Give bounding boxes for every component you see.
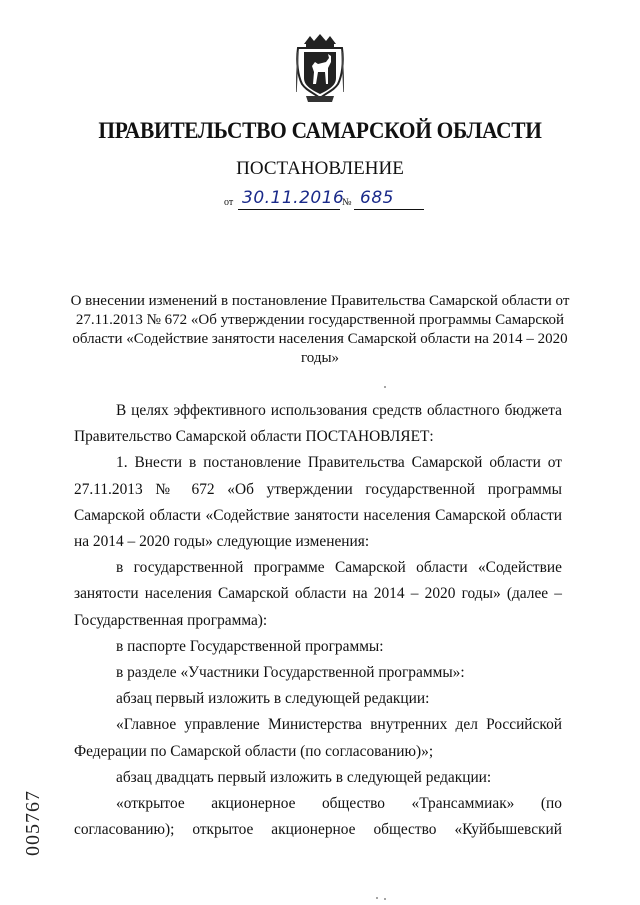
- body-paragraph: в государственной программе Самарской области «Содействие занятости населения Самарской области на 2014 – 2020 годы» (далее – Государственная программа):: [74, 559, 562, 629]
- body-paragraph: в паспорте Государственной программы:: [116, 637, 384, 655]
- body-paragraph: «открытое акционерное общество «Трансаммиак» (по согласованию); открытое акционерное общество «Куйбышевский: [74, 795, 562, 839]
- scan-speck: [376, 897, 378, 899]
- number-prefix: №: [342, 197, 352, 208]
- document-type: ПОСТАНОВЛЕНИЕ: [236, 158, 404, 179]
- number-underline: [354, 209, 424, 210]
- date-prefix: от: [224, 197, 234, 208]
- government-title: ПРАВИТЕЛЬСТВО САМАРСКОЙ ОБЛАСТИ: [98, 118, 542, 143]
- date-underline: [238, 209, 340, 210]
- samara-coat-of-arms-icon: [296, 32, 344, 106]
- date-number-line: [224, 190, 444, 214]
- body-paragraph: 1. Внести в постановление Правительства Самарской области от 27.11.2013 № 672 «Об утверждении государственной программы Самарской области «Содействие занятости населения Самарской области на 2014 – 2020 годы» следующие изменения:: [74, 454, 562, 551]
- body-paragraph: в разделе «Участники Государственной программы»:: [116, 664, 465, 682]
- document-body: [74, 398, 562, 843]
- scan-speck: [384, 898, 386, 900]
- handwritten-number: 685: [360, 188, 394, 208]
- body-paragraph: абзац двадцать первый изложить в следующей редакции:: [116, 768, 492, 786]
- body-paragraph: абзац первый изложить в следующей редакции:: [116, 690, 430, 708]
- document-subject: О внесении изменений в постановление Правительства Самарской области от 27.11.2013 № 672 «Об утверждении государственной программы Самарской области «Содействие занятости населения Самарской области на 2014 – 2020 годы»: [70, 293, 570, 366]
- body-paragraph: В целях эффективного использования средств областного бюджета Правительство Самарской области ПОСТАНОВЛЯЕТ:: [74, 402, 562, 446]
- body-paragraph: «Главное управление Министерства внутренних дел Российской Федерации по Самарской области (по согласованию)»;: [74, 716, 562, 760]
- registration-stamp: 005767: [22, 790, 44, 856]
- scan-speck: [384, 386, 386, 388]
- handwritten-date: 30.11.2016: [242, 188, 345, 208]
